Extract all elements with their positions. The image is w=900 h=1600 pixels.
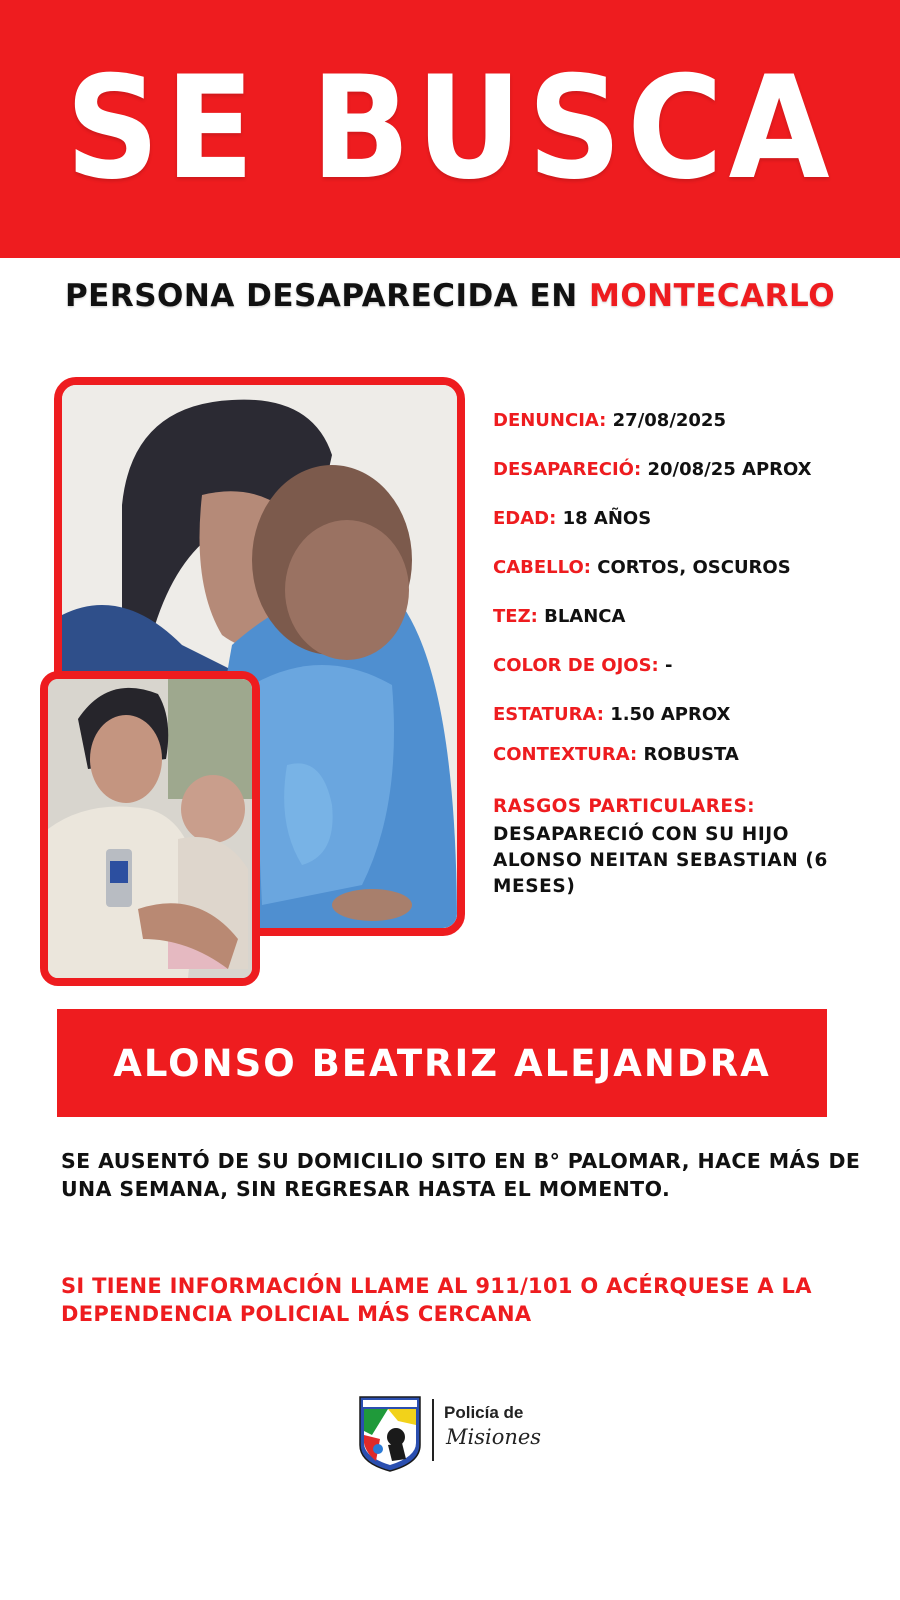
- detail-value: BLANCA: [544, 606, 626, 627]
- detail-label: EDAD:: [493, 508, 557, 529]
- detail-color-ojos: [493, 655, 673, 677]
- detail-label: CONTEXTURA:: [493, 744, 638, 765]
- secondary-photo: [40, 671, 260, 986]
- logo-line1: Policía de: [444, 1403, 524, 1422]
- police-logo: [358, 1395, 548, 1475]
- subtitle-location: MONTECARLO: [588, 278, 836, 314]
- detail-value: 18 AÑOS: [562, 508, 652, 529]
- person-name-bar: [57, 1009, 827, 1117]
- detail-label: TEZ:: [493, 606, 538, 627]
- header-banner: [0, 0, 900, 258]
- call-to-action: SI TIENE INFORMACIÓN LLAME AL 911/101 O ACÉRQUESE A LA DEPENDENCIA POLICIAL MÁS CERCANA: [61, 1274, 812, 1327]
- detail-tez: [493, 606, 625, 628]
- detail-value: ROBUSTA: [643, 744, 739, 765]
- page-title: SE BUSCA: [65, 46, 835, 211]
- detail-value: -: [665, 655, 673, 676]
- detail-edad: [493, 508, 651, 530]
- description-text: SE AUSENTÓ DE SU DOMICILIO SITO EN B° PALOMAR, HACE MÁS DE UNA SEMANA, SIN REGRESAR HASTA EL MOMENTO.: [61, 1149, 861, 1201]
- detail-label: DENUNCIA:: [493, 410, 607, 431]
- detail-cabello: [493, 557, 791, 579]
- secondary-photo-image: [48, 679, 252, 978]
- rasgos-label: RASGOS PARTICULARES:: [493, 796, 755, 817]
- detail-estatura: [493, 704, 730, 726]
- detail-label: CABELLO:: [493, 557, 591, 578]
- logo-line2: Misiones: [446, 1425, 542, 1449]
- logo-divider: [432, 1399, 434, 1461]
- subtitle-prefix: PERSONA DESAPARECIDA EN: [64, 278, 589, 314]
- subtitle: [0, 278, 900, 314]
- rasgos-value: DESAPARECIÓ CON SU HIJO ALONSO NEITAN SEBASTIAN (6 MESES): [493, 824, 828, 897]
- detail-label: ESTATURA:: [493, 704, 604, 725]
- detail-value: 1.50 APROX: [610, 704, 731, 725]
- police-shield-icon: [358, 1395, 422, 1473]
- detail-value: CORTOS, OSCUROS: [597, 557, 791, 578]
- detail-label: COLOR DE OJOS:: [493, 655, 659, 676]
- detail-desaparecio: [493, 459, 812, 481]
- detail-value: 20/08/25 APROX: [647, 459, 812, 480]
- detail-denuncia: [493, 410, 726, 432]
- person-name: ALONSO BEATRIZ ALEJANDRA: [113, 1041, 771, 1085]
- detail-value: 27/08/2025: [612, 410, 726, 431]
- detail-label: DESAPARECIÓ:: [493, 459, 642, 480]
- detail-contextura: [493, 744, 739, 766]
